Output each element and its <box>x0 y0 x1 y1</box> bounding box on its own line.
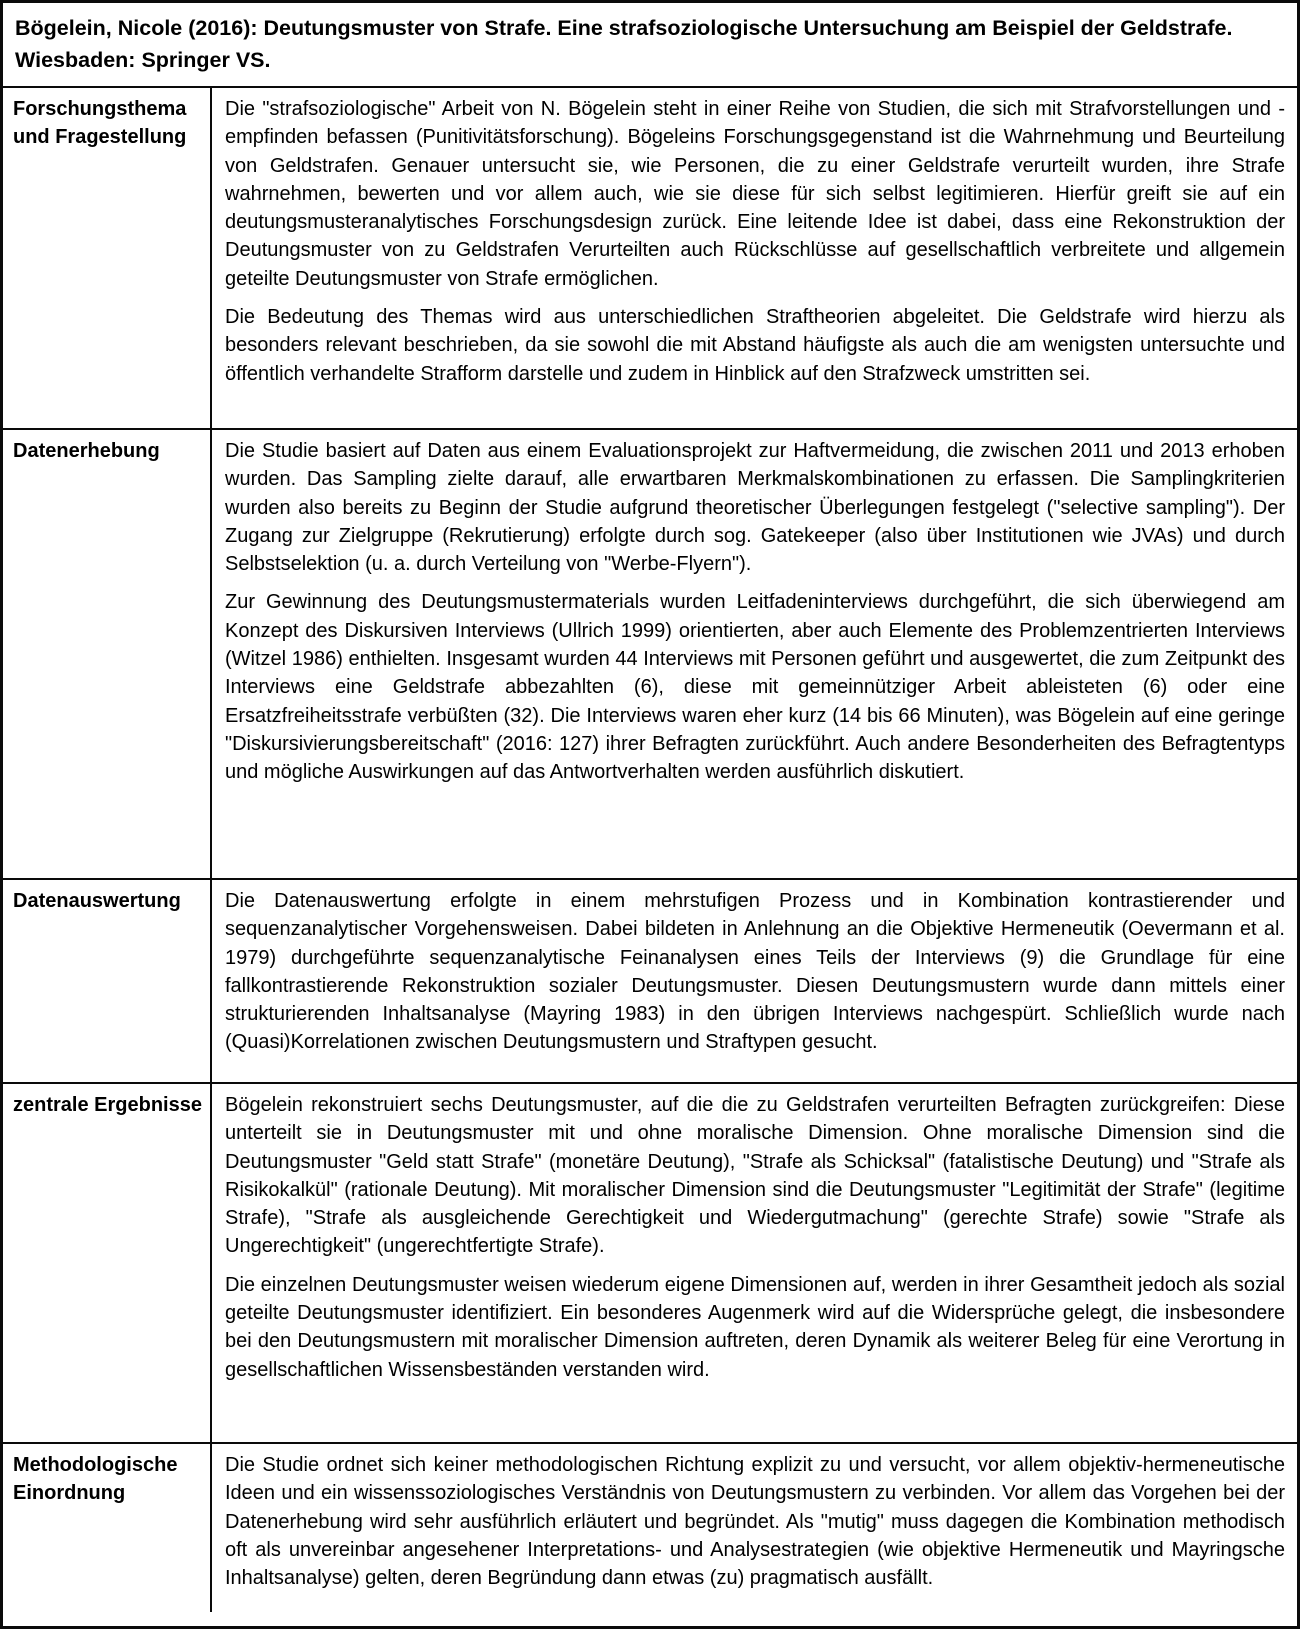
paragraph: Die Datenauswertung erfolgte in einem mehrstufigen Prozess und in Kombination kontrastierender und sequenzanalytischer Vorgehensweisen. Dabei bildeten in Anlehnung an die Objektive Hermeneutik (Oevermann et al. 1979) durchgeführte sequenzanalytische Feinanalysen eines Teils der Interviews (9) die Grundlage für eine fallkontrastierende Rekonstruktion sozialer Deutungsmuster. Diesen Deutungsmustern wurde dann mittels einer strukturierenden Inhaltsanalyse (Mayring 1983) in den übrigen Interviews nachgespürt. Schließlich wurde nach (Quasi)Korrelationen zwischen Deutungsmustern und Straftypen gesucht. <box>225 890 1285 1054</box>
paragraph: Die Studie basiert auf Daten aus einem Evaluationsprojekt zur Haftvermeidung, die zwischen 2011 und 2013 erhoben wurden. Das Sampling zielte darauf, alle erwartbaren Merkmalskombinationen zu erfassen. Die Samplingkriterien wurden also bereits zu Beginn der Studie aufgrund theoretischer Überlegungen festgelegt ("selective sampling"). Der Zugang zur Zielgruppe (Rekrutierung) erfolgte durch sog. Gatekeeper (also über Institutionen wie JVAs) und durch Selbstselektion (u. a. durch Verteilung von "Werbe-Flyern"). <box>225 440 1285 576</box>
row-content-methodologische-einordnung <box>212 1444 1297 1612</box>
row-label-methodologische-einordnung: Methodologische Einordnung <box>3 1444 212 1612</box>
paragraph: Bögelein rekonstruiert sechs Deutungsmuster, auf die die zu Geldstrafen verurteilten Befragten zurückgreifen: Diese unterteilt sie in Deutungsmuster mit und ohne moralische Dimension. Ohne moralische Dimension sind die Deutungsmuster "Geld statt Strafe" (monetäre Deutung), "Strafe als Schicksal" (fatalistische Deutung) und "Strafe als Risikokalkül" (rationale Deutung). Mit moralischer Dimension sind die Deutungsmuster "Legitimität der Strafe" (legitime Strafe), "Strafe als ausgleichende Gerechtigkeit und Wiedergutmachung" (gerechte Strafe) sowie "Strafe als Ungerechtigkeit" (ungerechtfertigte Strafe). <box>225 1094 1285 1258</box>
table-row <box>3 88 1297 430</box>
table-row <box>3 1444 1297 1612</box>
paragraph: Die einzelnen Deutungsmuster weisen wiederum eigene Dimensionen auf, werden in ihrer Gesamtheit jedoch als sozial geteilte Deutungsmuster identifiziert. Ein besonderes Augenmerk wird auf die Widersprüche gelegt, die insbesondere bei den Deutungsmustern mit moralischer Dimension auftreten, deren Dynamik als weiterer Beleg für eine Verortung in gesellschaftlichen Wissensbeständen verstanden wird. <box>225 1273 1285 1381</box>
table-row <box>3 1084 1297 1444</box>
document-title: Bögelein, Nicole (2016): Deutungsmuster von Strafe. Eine strafsoziologische Untersuchung am Beispiel der Geldstrafe. Wiesbaden: Springer VS. <box>3 3 1297 88</box>
table-row <box>3 430 1297 880</box>
row-label-forschungsthema: Forschungsthema und Fragestellung <box>3 88 212 428</box>
row-label-zentrale-ergebnisse: zentrale Ergebnisse <box>3 1084 212 1442</box>
paragraph: Zur Gewinnung des Deutungsmustermaterials wurden Leitfadeninterviews durchgeführt, die sich überwiegend am Konzept des Diskursiven Interviews (Ullrich 1999) orientierten, aber auch Elemente des Problemzentrierten Interviews (Witzel 1986) enthielten. Insgesamt wurden 44 Interviews mit Personen geführt und ausgewertet, die zum Zeitpunkt des Interviews eine Geldstrafe abbezahlten (6), diese mit gemeinnütziger Arbeit ableisteten (6) oder eine Ersatzfreiheitsstrafe verbüßten (32). Die Interviews waren eher kurz (14 bis 66 Minuten), was Bögelein auf eine geringe "Diskursivierungsbereitschaft" (2016: 127) ihrer Befragten zurückführt. Auch andere Besonderheiten des Befragtentyps und mögliche Auswirkungen auf das Antwortverhalten werden ausführlich diskutiert. <box>225 591 1285 784</box>
row-label-datenerhebung: Datenerhebung <box>3 430 212 878</box>
row-content-zentrale-ergebnisse <box>212 1084 1297 1442</box>
paragraph: Die "strafsoziologische" Arbeit von N. Bögelein steht in einer Reihe von Studien, die sich mit Strafvorstellungen und -empfinden befassen (Punitivitätsforschung). Bögeleins Forschungsgegenstand ist die Wahrnehmung und Beurteilung von Geldstrafen. Genauer untersucht sie, wie Personen, die zu einer Geldstrafe verurteilt wurden, ihre Strafe wahrnehmen, bewerten und vor allem auch, wie sie diese für sich selbst legitimieren. Hierfür greift sie auf ein deutungsmusteranalytisches Forschungsdesign zurück. Eine leitende Idee ist dabei, dass eine Rekonstruktion der Deutungsmuster von zu Geldstrafen Verurteilten auch Rückschlüsse auf gesellschaftlich verbreitete und allgemein geteilte Deutungsmuster von Strafe ermöglichen. <box>225 98 1285 290</box>
table-row <box>3 880 1297 1084</box>
paragraph: Die Bedeutung des Themas wird aus unterschiedlichen Straftheorien abgeleitet. Die Geldstrafe wird hierzu als besonders relevant beschrieben, da sie sowohl die mit Abstand häufigste als auch die am wenigsten untersuchte und öffentlich verhandelte Strafform darstelle und zudem in Hinblick auf den Strafzweck umstritten sei. <box>225 306 1285 385</box>
row-label-datenauswertung: Datenauswertung <box>3 880 212 1082</box>
paragraph: Die Studie ordnet sich keiner methodologischen Richtung explizit zu und versucht, vor allem objektiv-hermeneutische Ideen und ein wissenssoziologisches Verständnis von Deutungsmustern zu verbinden. Vor allem das Vorgehen bei der Datenerhebung wird sehr ausführlich erläutert und begründet. Als "mutig" muss dagegen die Kombination methodisch oft als unvereinbar angesehener Interpretations- und Analysestrategien (wie objektive Hermeneutik und Mayringsche Inhaltsanalyse) gelten, deren Begründung dann etwas (zu) pragmatisch ausfällt. <box>225 1454 1285 1590</box>
row-content-datenerhebung <box>212 430 1297 878</box>
row-content-forschungsthema <box>212 88 1297 428</box>
row-content-datenauswertung <box>212 880 1297 1082</box>
